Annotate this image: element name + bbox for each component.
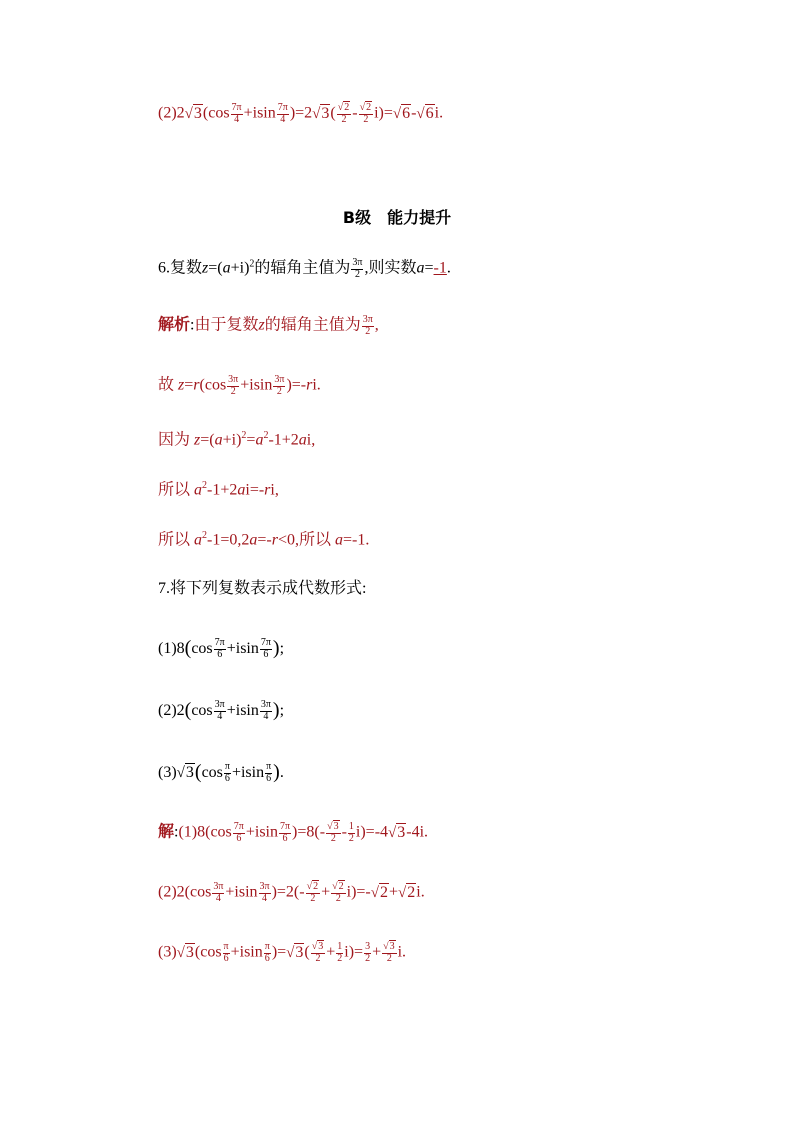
q6-answer: -1 [433, 259, 447, 277]
label-jie: 解 [158, 823, 175, 841]
q6-text-then: ,则实数 [364, 259, 417, 277]
answer-7-3: (3)√3(cos $\frac{\pi}{6}$ +isin $\frac{\pi}{6}$ )=√3( $\frac{√3}{2}$ + $\frac{1}{2}$ i)= $\frac{3}{2}$ + $\frac{√3}{2}$ i. [158, 941, 407, 964]
label-gu: 故 [158, 376, 175, 394]
label-yinwei: 因为 [158, 431, 191, 449]
question-7-3: (3)√3(cos $\frac{\pi}{6}$ +isin $\frac{\pi}{6}$ ). [158, 761, 284, 784]
question-7-1: (1)8(cos $\frac{7\pi}{6}$ +isin $\frac{7\pi}{6}$ ); [158, 637, 285, 660]
line-answer-5-2: (2)2√3(cos $\frac{7\pi}{4}$ +isin $\frac{7\pi}{4}$ )=2√3( $\frac{√2}{2}$ - $\frac{√2}{2}$ i)=√6-√6i. [158, 102, 444, 125]
explain-6-line-1: 解析:由于复数z的辐角主值为 $\frac{3\pi}{2}$ , [158, 314, 379, 337]
explain-text-b: 的辐角主值为 [264, 316, 361, 334]
explain-6-line-5: 所以 $a^2-1=0,2a=-r<0$,所以 a=-1. [158, 530, 370, 549]
section-heading: B级 能力提升 [342, 208, 452, 227]
question-7-title: 7.将下列复数表示成代数形式: [158, 580, 367, 597]
explain-6-line-3: 因为 $z=(a+i)^2=a^2-1+2ai$, [158, 430, 316, 449]
answer-7-2: (2)2(cos $\frac{3\pi}{4}$ +isin $\frac{3\pi}{4}$ )=2(- $\frac{√2}{2}$ + $\frac{√2}{2}$ i)=-√2+√2i. [158, 881, 425, 904]
label-suoyi: 所以 [158, 481, 191, 499]
question-6: 6.复数$z=(a+i)^2$的辐角主值为 $\frac{3\pi}{2}$ ,则实数a=-1. [158, 257, 451, 280]
question-7-2: (2)2(cos $\frac{3\pi}{4}$ +isin $\frac{3\pi}{4}$ ); [158, 699, 285, 722]
explain-text: 由于复数 [194, 316, 259, 334]
answer-7-1: 解:(1)8(cos $\frac{7\pi}{6}$ +isin $\frac{7\pi}{6}$ )=8(- $\frac{√3}{2}$ - $\frac{1}{2}$ i)=-4√3-4i. [158, 821, 429, 844]
explain-6-line-4: 所以 $a^2-1+2ai=-ri$, [158, 480, 279, 499]
q6-prefix: 6.复数 [158, 259, 203, 277]
label-suoyi-3: 所以 [299, 531, 332, 549]
label-suoyi-2: 所以 [158, 531, 191, 549]
q6-text: 的辐角主值为 [254, 259, 351, 277]
explain-6-line-2: 故 z=r(cos $\frac{3\pi}{2}$ +isin $\frac{3\pi}{2}$ )=-ri. [158, 374, 321, 397]
label-jiexi: 解析 [158, 316, 191, 334]
